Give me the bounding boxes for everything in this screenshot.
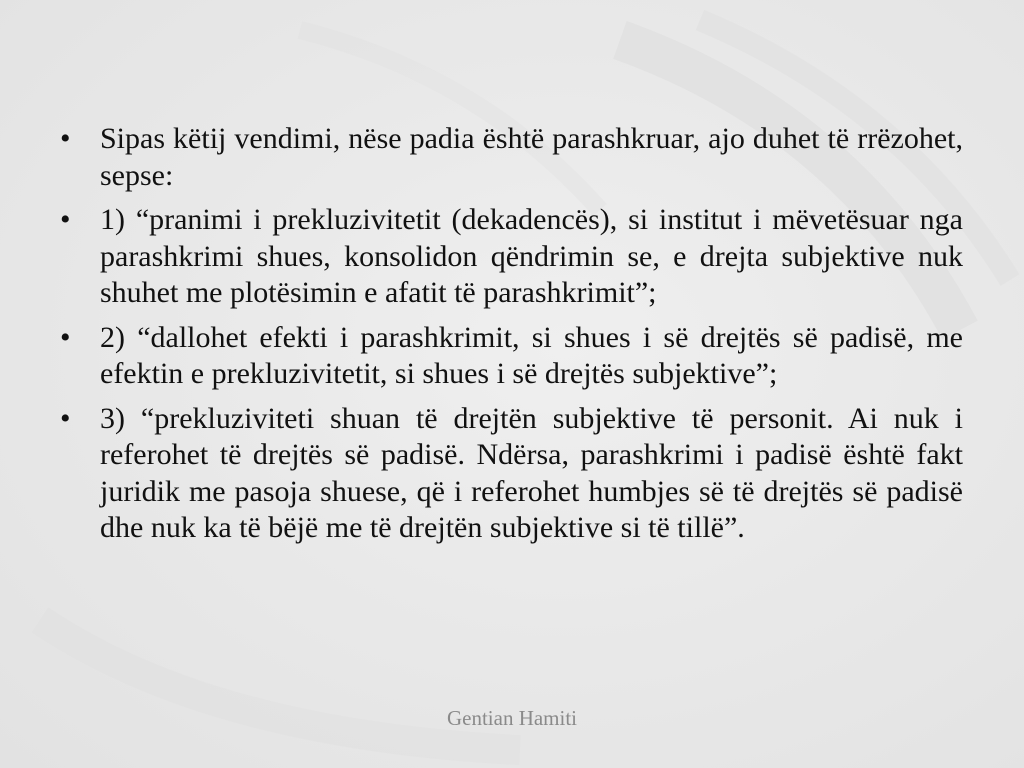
bullet-item (60, 320, 963, 393)
bullet-text: 1) “pranimi i prekluzivitetit (dekadencës), si institut i mëvetësuar nga parashkrimi shues, konsolidon qëndrimin se, e drejta subjektive nuk shuhet me plotësimin e afatit të parashkrimit”; (100, 203, 963, 309)
bullet-icon: • (60, 203, 71, 236)
bullet-text: Sipas këtij vendimi, nëse padia është parashkruar, ajo duhet të rrëzohet, sepse: (100, 122, 963, 192)
bullet-text: 3) “prekluziviteti shuan të drejtën subjektive të personit. Ai nuk i referohet të drejtës së padisë. Ndërsa, parashkrimi i padisë është fakt juridik me pasoja shuese, që i referohet humbjes së të drejtës së padisë dhe nuk ka të bëjë me të drejtën subjektive si të tillë”. (100, 401, 963, 544)
bullet-icon: • (60, 122, 71, 155)
bullet-item (60, 202, 963, 312)
bullet-text: 2) “dallohet efekti i parashkrimit, si shues i së drejtës së padisë, me efektin e prekluzivitetit, si shues i së drejtës subjektive”; (100, 320, 963, 390)
bullet-list (60, 121, 963, 547)
slide-content (60, 121, 963, 555)
bullet-icon: • (60, 401, 71, 435)
bullet-icon: • (60, 320, 71, 354)
bullet-item (60, 401, 963, 547)
slide-footer-author: Gentian Hamiti (446, 706, 578, 730)
bullet-item (60, 121, 963, 194)
